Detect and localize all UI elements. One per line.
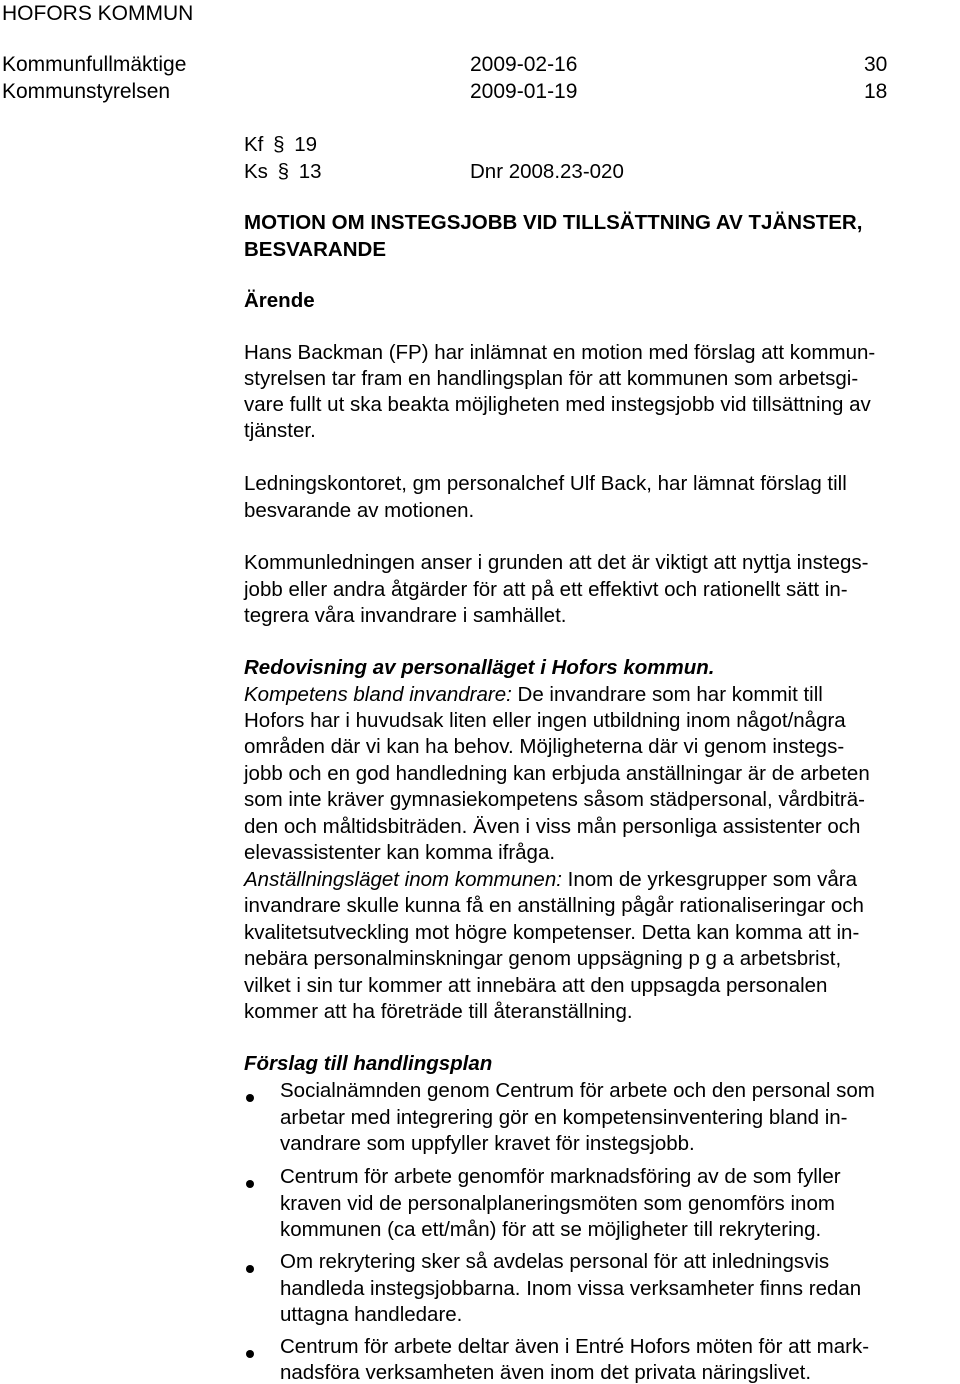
- paragraph-line: invandrare skulle kunna få en anställning pågår rationaliseringar och: [244, 894, 864, 917]
- paragraph-line: Ledningskontoret, gm personalchef Ulf Back, har lämnat förslag till: [244, 472, 847, 495]
- paragraph-line: vilket i sin tur kommer att innebära att den uppsagda personalen: [244, 974, 828, 997]
- paragraph-line: besvarande av motionen.: [244, 499, 475, 522]
- paragraph-line: Hans Backman (FP) har inlämnat en motion med förslag att kommun-: [244, 341, 876, 364]
- paragraph-line: den och måltidsbiträden. Även i viss mån personliga assistenter och: [244, 815, 861, 838]
- paragraph-line: kvalitetsutveckling mot högre kompetenser. Detta kan komma att in-: [244, 921, 860, 944]
- kompetens-first-line: [244, 685, 823, 706]
- ks-label: Ks: [244, 160, 268, 183]
- paragraph-icon: §: [277, 160, 290, 183]
- meeting-body: Kommunfullmäktige: [2, 53, 187, 76]
- bullet-icon: [246, 1094, 254, 1102]
- meeting-date: 2009-02-16: [470, 53, 578, 76]
- anstallning-text: Inom de yrkesgrupper som våra: [561, 868, 858, 891]
- paragraph-line: vare fullt ut ska beakta möjligheten med instegsjobb vid tillsättning av: [244, 393, 871, 416]
- bullet-line: Socialnämnden genom Centrum för arbete och den personal som: [280, 1079, 875, 1102]
- bullet-line: Centrum för arbete genomför marknadsföring av de som fyller: [280, 1165, 841, 1188]
- bullet-icon: [246, 1350, 254, 1358]
- arende-heading: Ärende: [244, 289, 315, 312]
- kompetens-label: Kompetens bland invandrare:: [244, 683, 512, 706]
- bullet-line: Centrum för arbete deltar även i Entré Hofors möten för att mark-: [280, 1335, 870, 1358]
- document-title-line2: BESVARANDE: [244, 238, 386, 261]
- paragraph-line: Kommunledningen anser i grunden att det är viktigt att nyttja instegs-: [244, 551, 869, 574]
- paragraph-line: tegrera våra invandrare i samhället.: [244, 604, 567, 627]
- ks-para: 13: [298, 160, 322, 183]
- ks-ref: [244, 162, 322, 183]
- bullet-line: handleda instegsjobbarna. Inom vissa verksamheter finns redan: [280, 1277, 862, 1300]
- document-title-line1: MOTION OM INSTEGSJOBB VID TILLSÄTTNING AV TJÄNSTER,: [244, 211, 863, 234]
- bullet-line: kraven vid de personalplaneringsmöten som genomförs inom: [280, 1192, 835, 1215]
- bullet-line: uttagna handledare.: [280, 1303, 463, 1326]
- bullet-line: vandrare som uppfyller kravet för instegsjobb.: [280, 1132, 695, 1155]
- anstallning-label: Anställningsläget inom kommunen:: [244, 868, 562, 891]
- meeting-body: Kommunstyrelsen: [2, 80, 171, 103]
- paragraph-line: styrelsen tar fram en handlingsplan för att kommunen som arbetsgi-: [244, 367, 859, 390]
- kompetens-text: De invandrare som har kommit till: [511, 683, 823, 706]
- forslag-heading: Förslag till handlingsplan: [244, 1052, 493, 1075]
- paragraph-line: nebära personalminskningar genom uppsägning p g a arbetsbrist,: [244, 947, 842, 970]
- kf-para: 19: [294, 133, 317, 156]
- anstallning-first-line: [244, 870, 857, 891]
- bullet-icon: [246, 1265, 254, 1273]
- paragraph-line: jobb eller andra åtgärder för att på ett effektivt och rationellt sätt in-: [244, 578, 848, 601]
- paragraph-line: tjänster.: [244, 419, 316, 442]
- redovisning-heading: Redovisning av personalläget i Hofors kommun.: [244, 656, 715, 679]
- paragraph-line: Hofors har i huvudsak liten eller ingen utbildning inom något/några: [244, 709, 846, 732]
- page-number: 18: [864, 80, 888, 103]
- paragraph-line: elevassistenter kan komma ifråga.: [244, 841, 556, 864]
- paragraph-icon: §: [273, 133, 285, 156]
- paragraph-line: områden där vi kan ha behov. Möjligheterna där vi genom instegs-: [244, 735, 845, 758]
- paragraph-line: som inte kräver gymnasiekompetens såsom städpersonal, vårdbiträ-: [244, 788, 865, 811]
- paragraph-line: kommer att ha företräde till återanställning.: [244, 1000, 633, 1023]
- page-number: 30: [864, 53, 888, 76]
- bullet-line: Om rekrytering sker så avdelas personal för att inledningsvis: [280, 1250, 830, 1273]
- paragraph-line: jobb och en god handledning kan erbjuda anställningar är de arbeten: [244, 762, 870, 785]
- dnr: Dnr 2008.23-020: [470, 160, 624, 183]
- kf-label: Kf: [244, 133, 264, 156]
- meeting-date: 2009-01-19: [470, 80, 578, 103]
- bullet-icon: [246, 1180, 254, 1188]
- bullet-line: kommunen (ca ett/mån) för att se möjligheter till rekrytering.: [280, 1218, 822, 1241]
- bullet-line: arbetar med integrering gör en kompetensinventering bland in-: [280, 1106, 848, 1129]
- bullet-line: nadsföra verksamheten även inom det privata näringslivet.: [280, 1361, 812, 1384]
- kf-ref: [244, 135, 317, 156]
- org-name: HOFORS KOMMUN: [2, 2, 194, 25]
